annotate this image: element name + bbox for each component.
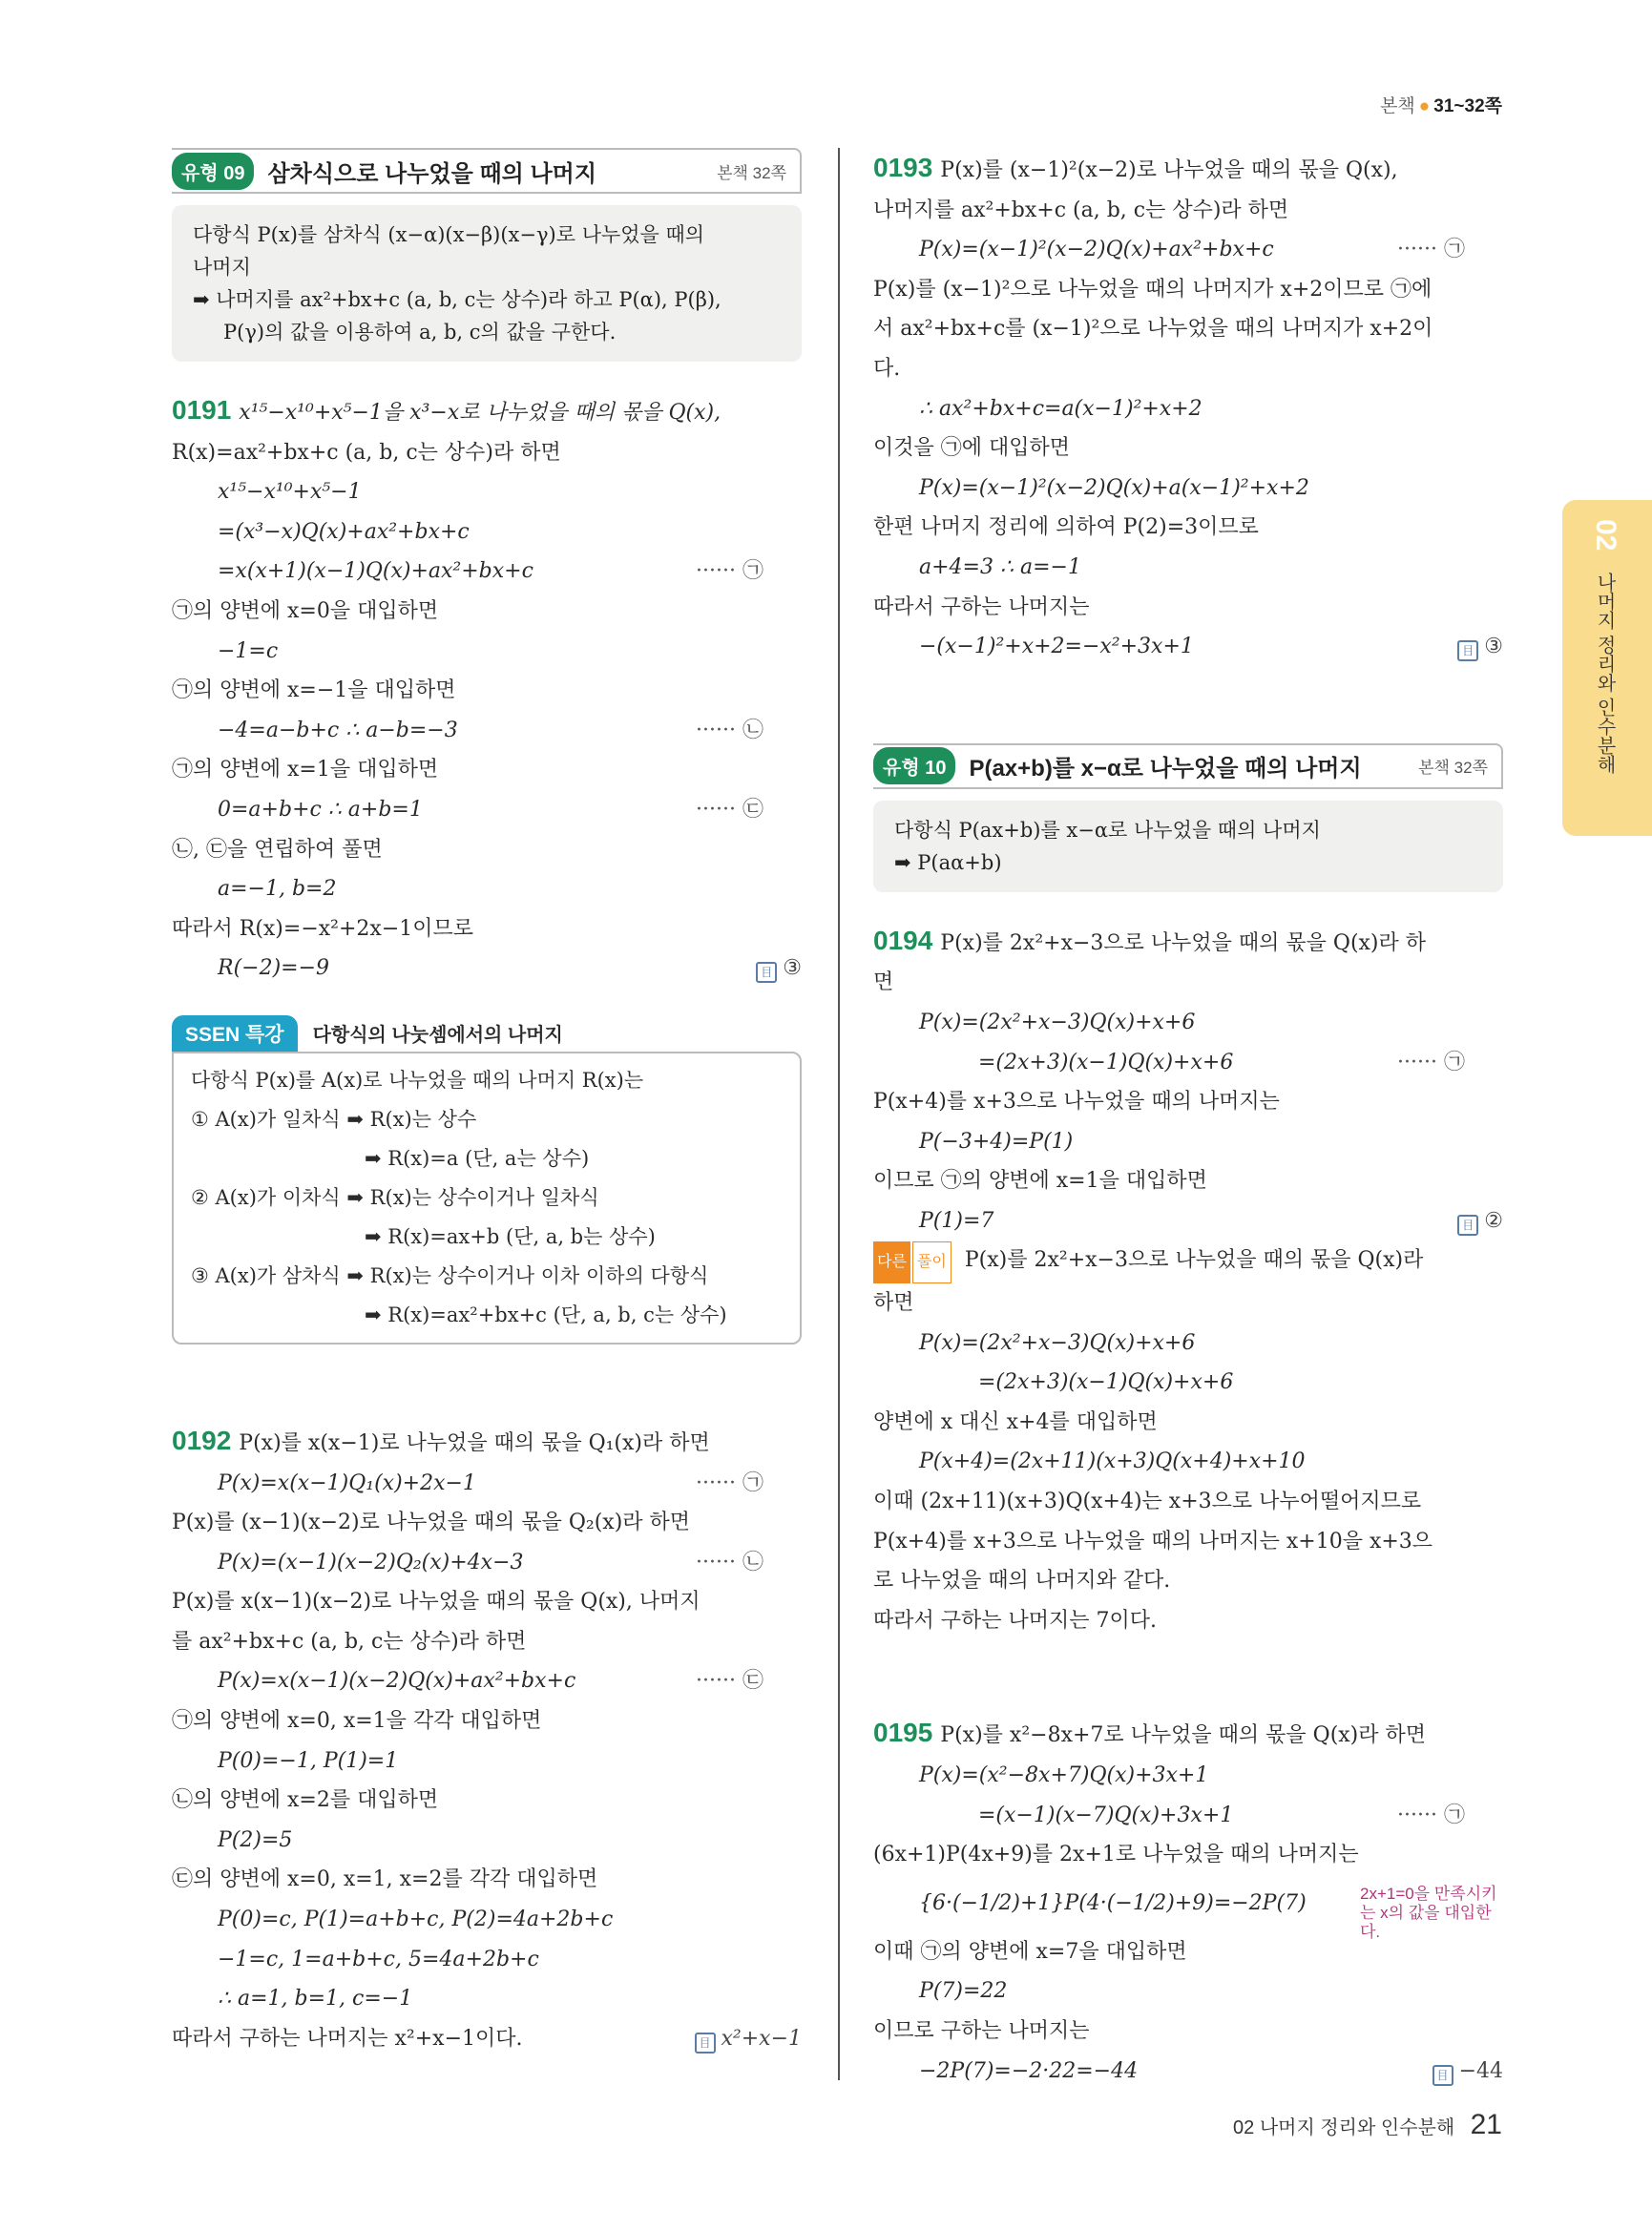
alt-solution-label: 다른 xyxy=(873,1241,910,1283)
ssen-line: ③ A(x)가 삼차식 ➡ R(x)는 상수이거나 이차 이하의 다항식 xyxy=(191,1263,709,1287)
solution-line: ㉠의 양변에 x=1을 대입하면 xyxy=(172,758,439,782)
type10-summary xyxy=(873,801,1503,892)
answer-value: ② xyxy=(1484,1208,1503,1233)
summary-line: 나머지 xyxy=(193,256,251,279)
solution-line: P(0)=c, P(1)=a+b+c, P(2)=4a+2b+c xyxy=(218,1908,614,1932)
type09-summary xyxy=(172,205,802,362)
solution-line: P(7)=22 xyxy=(919,1979,1008,2004)
solution-line: =(2x+3)(x−1)Q(x)+x+6 xyxy=(978,1050,1234,1074)
solution-line: ㉠의 양변에 x=0을 대입하면 xyxy=(172,598,439,623)
solution-line: 이므로 구하는 나머지는 xyxy=(873,2018,1090,2043)
ssen-special xyxy=(172,1015,802,1345)
solution-line: P(x)=x(x−1)(x−2)Q(x)+ax²+bx+c xyxy=(218,1669,576,1694)
answer-mark xyxy=(695,2019,803,2059)
solution-line: 다. xyxy=(873,356,901,381)
equation-tag: ······ ㉠ xyxy=(696,1470,763,1495)
answer-value: ③ xyxy=(783,956,802,981)
equation-tag: ······ ㉡ xyxy=(696,1550,763,1574)
solution-line: P(1)=7 xyxy=(919,1208,994,1233)
solution-line: 따라서 구하는 나머지는 7이다. xyxy=(873,1608,1157,1633)
answer-icon: 目 xyxy=(756,962,777,983)
type10-badge: 유형 10 xyxy=(873,747,955,784)
solution-line: −2P(7)=−2·22=−44 xyxy=(919,2058,1139,2083)
answer-mark xyxy=(756,949,802,989)
solution-line: ㉠의 양변에 x=−1을 대입하면 xyxy=(172,678,456,703)
problem-0191 xyxy=(172,390,802,989)
side-tab-number: 02 xyxy=(1590,519,1621,552)
solution-line: 를 ax²+bx+c (a, b, c는 상수)라 하면 xyxy=(172,1629,527,1654)
solution-line: =(x−1)(x−7)Q(x)+3x+1 xyxy=(978,1803,1234,1827)
type09-header xyxy=(172,148,802,194)
footer-chapter: 02 나머지 정리와 인수분해 xyxy=(1233,2117,1455,2138)
equation-tag: ······ ㉢ xyxy=(696,797,763,822)
solution-line: P(x)를 (x−1)²(x−2)로 나누었을 때의 몫을 Q(x), xyxy=(940,158,1398,182)
right-column xyxy=(873,148,1503,2091)
solution-line: 나머지를 ax²+bx+c (a, b, c는 상수)라 하면 xyxy=(873,198,1289,222)
solution-line: −(x−1)²+x+2=−x²+3x+1 xyxy=(919,635,1194,659)
answer-value: −44 xyxy=(1458,2058,1503,2083)
ssen-box xyxy=(172,1052,802,1345)
solution-line: −4=a−b+c ∴ a−b=−3 xyxy=(218,718,458,742)
solution-line: P(0)=−1, P(1)=1 xyxy=(218,1748,399,1773)
equation-tag: ······ ㉡ xyxy=(696,718,763,742)
problem-number: 0194 xyxy=(873,925,933,955)
solution-line: 이때 ㉠의 양변에 x=7을 대입하면 xyxy=(873,1939,1187,1964)
equation-tag: ······ ㉠ xyxy=(1397,1050,1465,1074)
solution-line: P(x)를 (x−1)²으로 나누었을 때의 나머지가 x+2이므로 ㉠에 xyxy=(873,277,1432,302)
summary-line: 다항식 P(ax+b)를 x−α로 나누었을 때의 나머지 xyxy=(894,818,1321,842)
type10-title: P(ax+b)를 x−α로 나누었을 때의 나머지 xyxy=(969,756,1362,782)
summary-line: 다항식 P(x)를 삼차식 (x−α)(x−β)(x−γ)로 나누었을 때의 xyxy=(193,223,705,246)
solution-line: P(x+4)=(2x+11)(x+3)Q(x+4)+x+10 xyxy=(919,1449,1306,1474)
problem-number: 0192 xyxy=(172,1425,232,1455)
solution-line: ㉠의 양변에 x=0, x=1을 각각 대입하면 xyxy=(172,1709,542,1734)
summary-line: P(γ)의 값을 이용하여 a, b, c의 값을 구한다. xyxy=(223,321,617,344)
left-column xyxy=(172,148,802,2058)
solution-line: 0=a+b+c ∴ a+b=1 xyxy=(218,797,423,822)
solution-line: {6·(−1/2)+1}P(4·(−1/2)+9)=−2P(7) xyxy=(919,1890,1307,1915)
equation-tag: ······ ㉠ xyxy=(1397,238,1465,262)
side-note: 2x+1=0을 만족시키는 x의 값을 대입한다. xyxy=(1360,1884,1497,1941)
page-header-ref xyxy=(1380,92,1502,117)
solution-line: ㉢의 양변에 x=0, x=1, x=2를 각각 대입하면 xyxy=(172,1867,598,1892)
solution-line: P(x)를 x²−8x+7로 나누었을 때의 몫을 Q(x)라 하면 xyxy=(940,1723,1427,1748)
problem-number: 0193 xyxy=(873,153,933,182)
solution-line: =(2x+3)(x−1)Q(x)+x+6 xyxy=(978,1370,1234,1395)
solution-line: ㉡, ㉢을 연립하여 풀면 xyxy=(172,837,383,862)
answer-icon: 目 xyxy=(695,2033,716,2054)
solution-line: 따라서 구하는 나머지는 xyxy=(873,594,1090,619)
solution-line: (6x+1)P(4x+9)를 2x+1로 나누었을 때의 나머지는 xyxy=(873,1843,1359,1867)
summary-line: ➡ 나머지를 ax²+bx+c (a, b, c는 상수)라 하고 P(α), P(β), xyxy=(193,288,721,311)
solution-line: P(x)=(x−1)²(x−2)Q(x)+ax²+bx+c xyxy=(919,238,1274,262)
solution-line: a=−1, b=2 xyxy=(218,877,337,902)
solution-line: 이것을 ㉠에 대입하면 xyxy=(873,436,1071,461)
problem-0194 xyxy=(873,921,1503,1641)
solution-line: =x(x+1)(x−1)Q(x)+ax²+bx+c xyxy=(218,559,533,584)
equation-tag: ······ ㉢ xyxy=(696,1669,763,1694)
problem-number: 0195 xyxy=(873,1718,933,1748)
solution-line: ∴ ax²+bx+c=a(x−1)²+x+2 xyxy=(919,396,1202,421)
type09-badge: 유형 09 xyxy=(172,153,254,190)
solution-line: 이므로 ㉠의 양변에 x=1을 대입하면 xyxy=(873,1169,1207,1194)
solution-line: 서 ax²+bx+c를 (x−1)²으로 나누었을 때의 나머지가 x+2이 xyxy=(873,317,1433,342)
solution-line: P(x)=(x²−8x+7)Q(x)+3x+1 xyxy=(919,1763,1209,1787)
solution-line: 이때 (2x+11)(x+3)Q(x+4)는 x+3으로 나누어떨어지므로 xyxy=(873,1490,1422,1514)
page-footer xyxy=(1233,2109,1502,2141)
answer-mark xyxy=(1432,2052,1503,2092)
solution-line: 로 나누었을 때의 나머지와 같다. xyxy=(873,1569,1171,1594)
solution-line: P(x)를 2x²+x−3으로 나누었을 때의 몫을 Q(x)라 xyxy=(964,1248,1424,1273)
solution-line: P(x)=x(x−1)Q₁(x)+2x−1 xyxy=(218,1470,476,1495)
solution-line: P(x)=(x−1)(x−2)Q₂(x)+4x−3 xyxy=(218,1550,524,1574)
column-divider xyxy=(838,148,840,2080)
ssen-line: ② A(x)가 이차식 ➡ R(x)는 상수이거나 일차식 xyxy=(191,1185,599,1209)
answer-mark xyxy=(1457,1201,1503,1241)
page-number: 21 xyxy=(1470,2109,1502,2140)
solution-line: 따라서 R(x)=−x²+2x−1이므로 xyxy=(172,916,474,941)
ssen-line: ① A(x)가 일차식 ➡ R(x)는 상수 xyxy=(191,1107,477,1131)
solution-line: 따라서 구하는 나머지는 x²+x−1이다. xyxy=(172,2026,523,2051)
solution-line: P(x)=(x−1)²(x−2)Q(x)+a(x−1)²+x+2 xyxy=(919,475,1309,500)
solution-line: ∴ a=1, b=1, c=−1 xyxy=(218,1987,413,2012)
summary-line: ➡ P(aα+b) xyxy=(894,850,1002,874)
ssen-title: 다항식의 나눗셈에서의 나머지 xyxy=(312,1025,563,1047)
solution-line: −1=c xyxy=(218,638,279,663)
solution-line: P(x)를 x(x−1)(x−2)로 나누었을 때의 몫을 Q(x), 나머지 xyxy=(172,1590,701,1615)
ssen-badge: SSEN 특강 xyxy=(172,1015,298,1052)
solution-line: 하면 xyxy=(873,1291,914,1316)
problem-number: 0191 xyxy=(172,395,232,425)
problem-0193 xyxy=(873,148,1503,667)
answer-mark xyxy=(1457,627,1503,667)
alt-solution-label2: 풀이 xyxy=(912,1241,951,1283)
solution-line: x¹⁵−x¹⁰+x⁵−1 xyxy=(218,480,362,505)
solution-line: 양변에 x 대신 x+4를 대입하면 xyxy=(873,1409,1158,1434)
ssen-line: 다항식 P(x)를 A(x)로 나누었을 때의 나머지 R(x)는 xyxy=(191,1068,644,1092)
solution-line: P(2)=5 xyxy=(218,1827,293,1852)
answer-icon: 目 xyxy=(1432,2065,1453,2086)
solution-line: P(x+4)를 x+3으로 나누었을 때의 나머지는 xyxy=(873,1090,1280,1115)
solution-line: P(x)=(2x²+x−3)Q(x)+x+6 xyxy=(919,1330,1196,1355)
equation-tag: ······ ㉠ xyxy=(1397,1803,1465,1827)
solution-line: P(x)를 x(x−1)로 나누었을 때의 몫을 Q₁(x)라 하면 xyxy=(239,1430,710,1455)
solution-line: P(−3+4)=P(1) xyxy=(919,1129,1074,1154)
solution-line: P(x)를 2x²+x−3으로 나누었을 때의 몫을 Q(x)라 하 xyxy=(940,930,1427,955)
solution-line: P(x)=(2x²+x−3)Q(x)+x+6 xyxy=(919,1010,1196,1034)
solution-line: P(x)를 (x−1)(x−2)로 나누었을 때의 몫을 Q₂(x)라 하면 xyxy=(172,1511,691,1535)
solution-line: =(x³−x)Q(x)+ax²+bx+c xyxy=(218,519,470,544)
solution-line: R(−2)=−9 xyxy=(218,956,330,981)
answer-value: ③ xyxy=(1484,635,1503,659)
solution-line: −1=c, 1=a+b+c, 5=4a+2b+c xyxy=(218,1947,539,1971)
ssen-line: ➡ R(x)=ax+b (단, a, b는 상수) xyxy=(365,1224,656,1248)
solution-line: R(x)=ax²+bx+c (a, b, c는 상수)라 하면 xyxy=(172,440,561,465)
solution-line: 면 xyxy=(873,970,894,995)
dot-icon: ● xyxy=(1418,96,1431,116)
ssen-line: ➡ R(x)=ax²+bx+c (단, a, b, c는 상수) xyxy=(365,1303,727,1326)
solution-line: P(x+4)를 x+3으로 나누었을 때의 나머지는 x+10을 x+3으 xyxy=(873,1529,1433,1553)
ssen-line: ➡ R(x)=a (단, a는 상수) xyxy=(365,1146,590,1170)
type09-ref: 본책 32쪽 xyxy=(717,163,786,182)
header-book: 본책 xyxy=(1380,96,1415,116)
type10-header xyxy=(873,743,1503,789)
problem-0195 xyxy=(873,1713,1503,2091)
solution-line: x¹⁵−x¹⁰+x⁵−1을 x³−x로 나누었을 때의 몫을 Q(x), xyxy=(239,401,721,425)
chapter-side-tab[interactable] xyxy=(1562,500,1652,836)
answer-icon: 目 xyxy=(1457,1215,1478,1236)
answer-value: x²+x−1 xyxy=(721,2026,802,2051)
header-pages: 31~32쪽 xyxy=(1433,96,1502,116)
equation-tag: ······ ㉠ xyxy=(696,559,763,584)
solution-line: 한편 나머지 정리에 의하여 P(2)=3이므로 xyxy=(873,515,1259,540)
type10-ref: 본책 32쪽 xyxy=(1418,759,1488,778)
type09-title: 삼차식으로 나누었을 때의 나머지 xyxy=(267,160,597,187)
answer-icon: 目 xyxy=(1457,640,1478,661)
solution-line: a+4=3 ∴ a=−1 xyxy=(919,554,1081,579)
side-tab-label: 나머지 정리와 인수분해 xyxy=(1594,573,1615,775)
problem-0192 xyxy=(172,1421,802,2059)
solution-line: ㉡의 양변에 x=2를 대입하면 xyxy=(172,1788,439,1813)
